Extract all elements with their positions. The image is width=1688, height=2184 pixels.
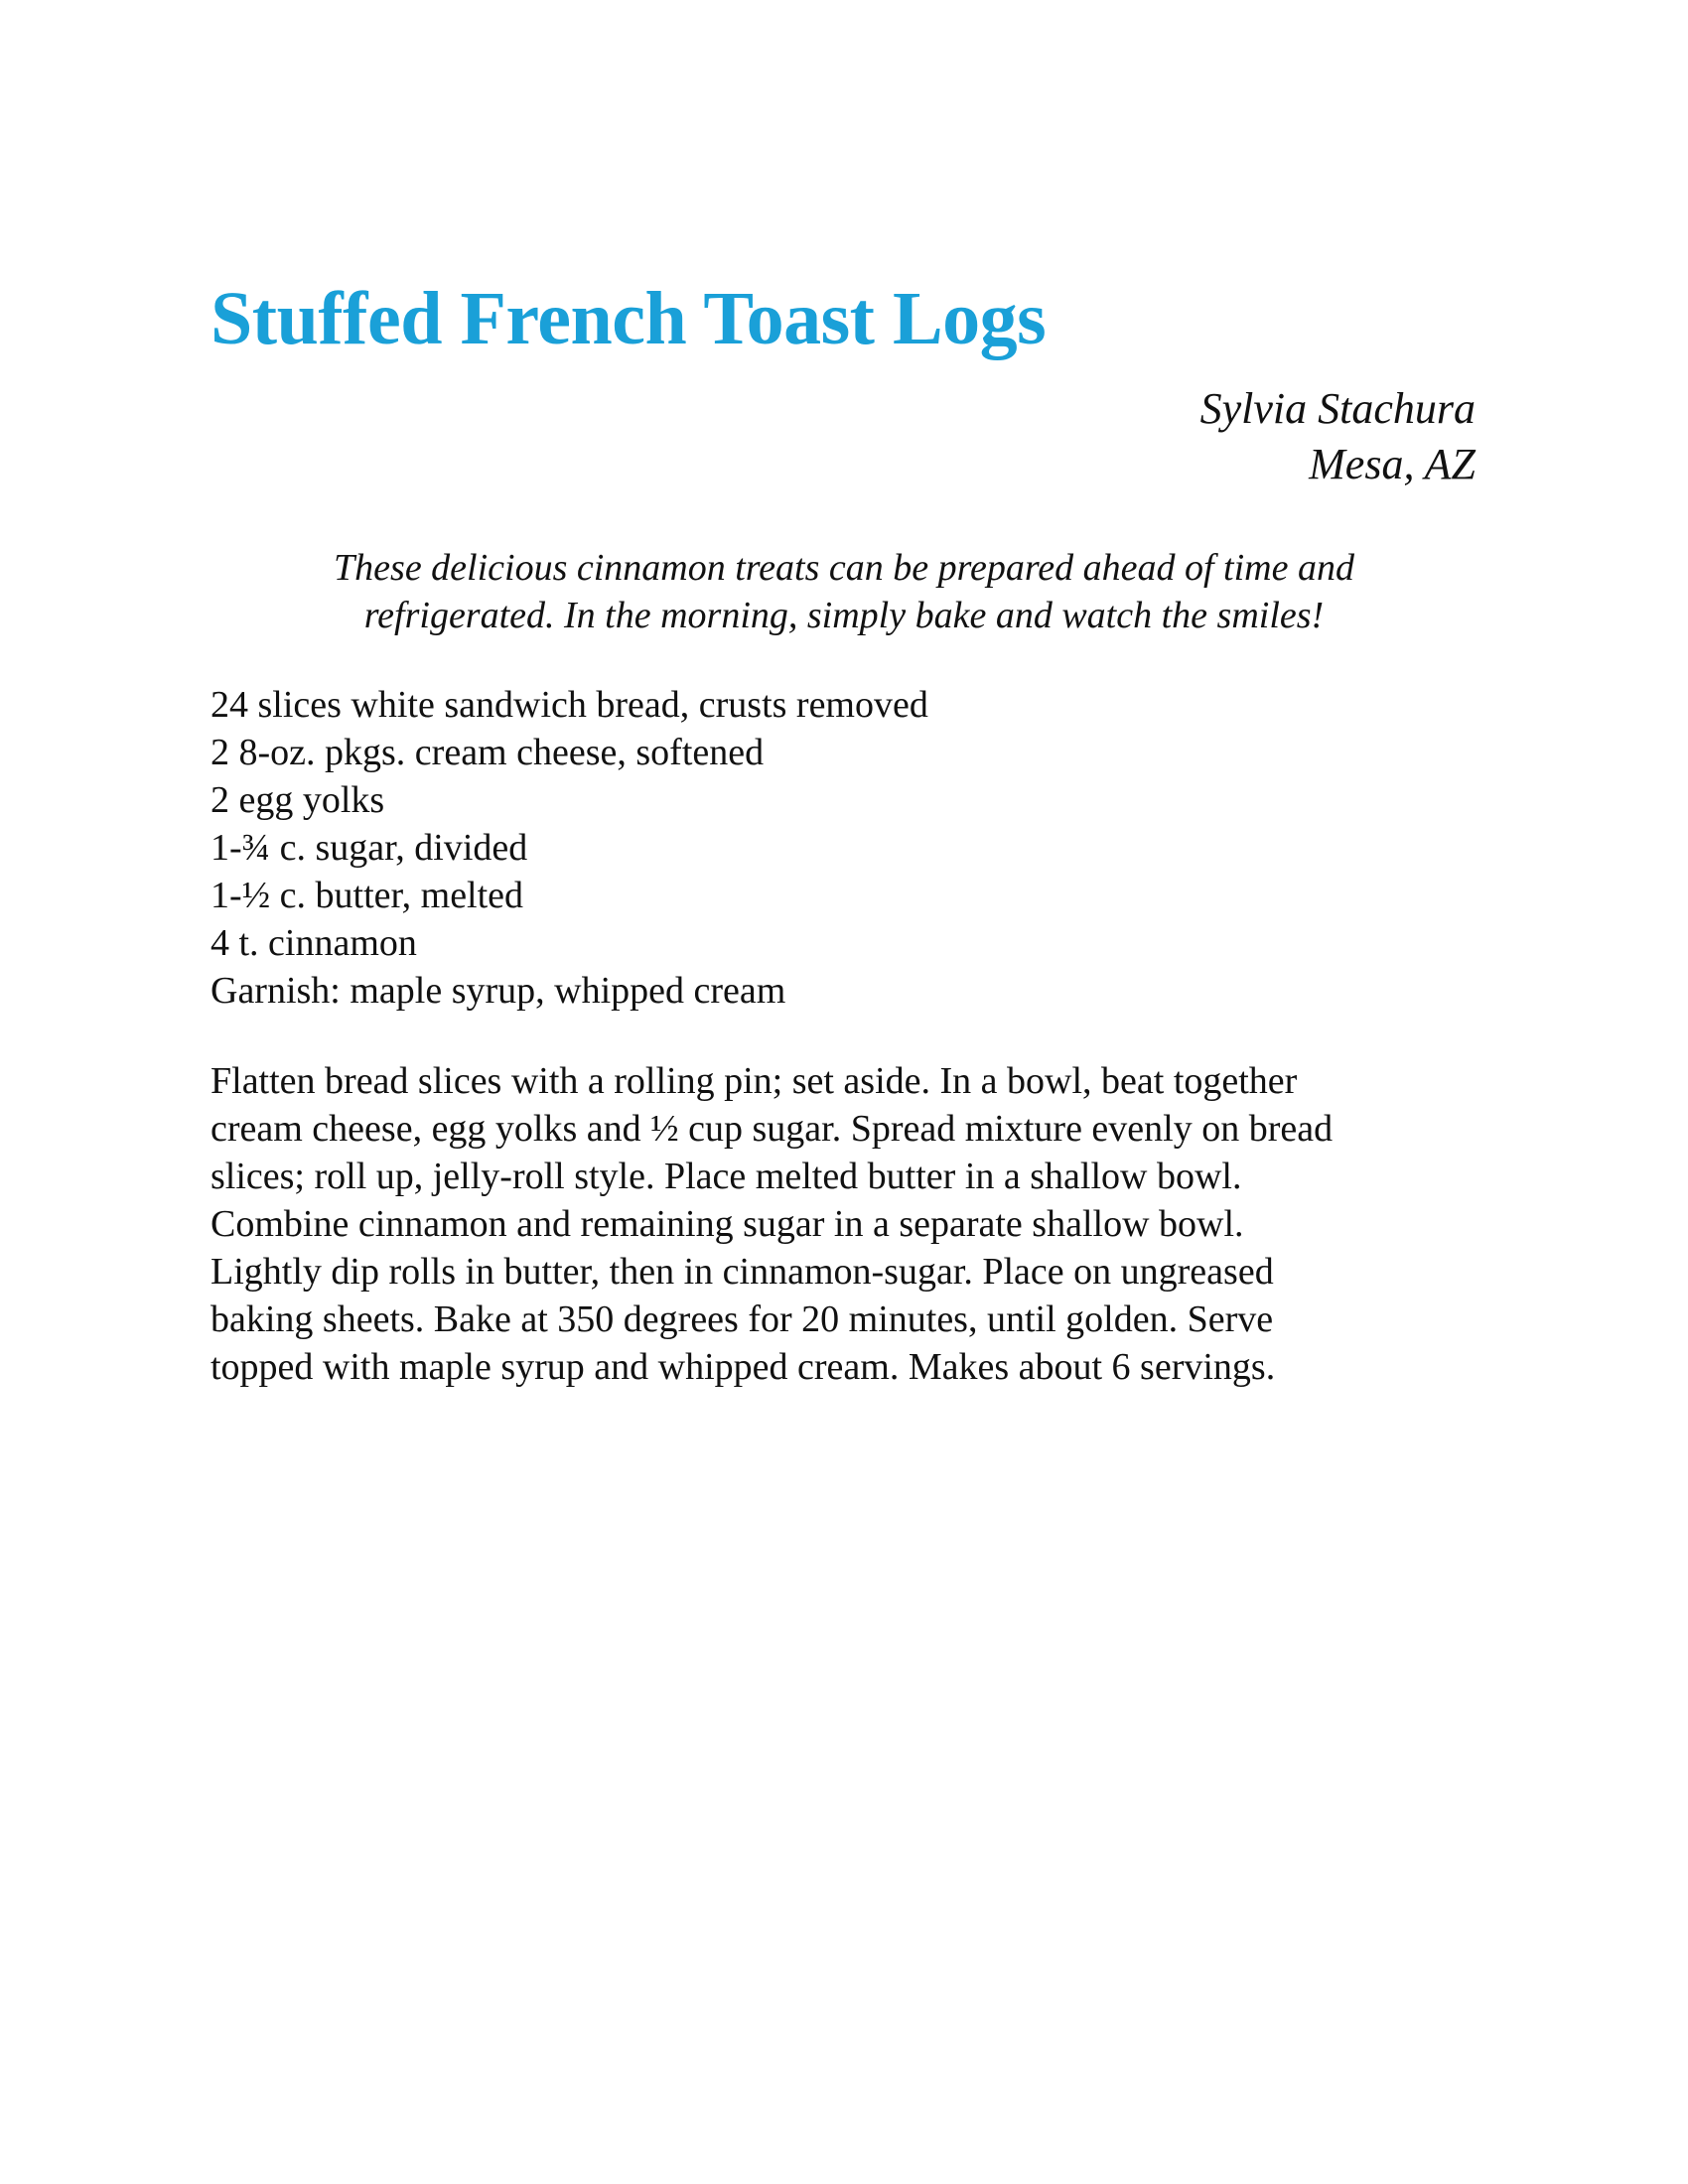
recipe-intro <box>211 544 1477 639</box>
directions-line: Flatten bread slices with a rolling pin; set aside. In a bowl, beat together <box>211 1060 1298 1102</box>
ingredient-item: 24 slices white sandwich bread, crusts removed <box>211 684 928 726</box>
ingredient-item: 2 8-oz. pkgs. cream cheese, softened <box>211 732 765 773</box>
directions-line: Combine cinnamon and remaining sugar in a separate shallow bowl. <box>211 1203 1244 1245</box>
directions-line: Lightly dip rolls in butter, then in cinnamon-sugar. Place on ungreased <box>211 1251 1274 1293</box>
author-block <box>1200 381 1476 492</box>
ingredient-item: Garnish: maple syrup, whipped cream <box>211 970 786 1012</box>
ingredient-item: 1-¾ c. sugar, divided <box>211 827 528 869</box>
intro-line: refrigerated. In the morning, simply bake and watch the smiles! <box>363 595 1325 636</box>
recipe-directions <box>211 1057 1333 1391</box>
directions-line: baking sheets. Bake at 350 degrees for 20 minutes, until golden. Serve <box>211 1298 1274 1340</box>
author-name: Sylvia Stachura <box>1199 384 1476 433</box>
ingredient-item: 4 t. cinnamon <box>211 922 417 964</box>
directions-line: cream cheese, egg yolks and ½ cup sugar. Spread mixture evenly on bread <box>211 1108 1334 1150</box>
recipe-title: Stuffed French Toast Logs <box>211 277 1047 360</box>
ingredient-item: 2 egg yolks <box>211 779 385 821</box>
author-location: Mesa, AZ <box>1309 440 1476 488</box>
directions-line: topped with maple syrup and whipped cream. Makes about 6 servings. <box>211 1346 1276 1388</box>
ingredient-item: 1-½ c. butter, melted <box>211 875 524 916</box>
ingredients-list <box>211 681 928 1015</box>
directions-line: slices; roll up, jelly-roll style. Place melted butter in a shallow bowl. <box>211 1156 1242 1197</box>
intro-line: These delicious cinnamon treats can be prepared ahead of time and <box>334 547 1354 589</box>
